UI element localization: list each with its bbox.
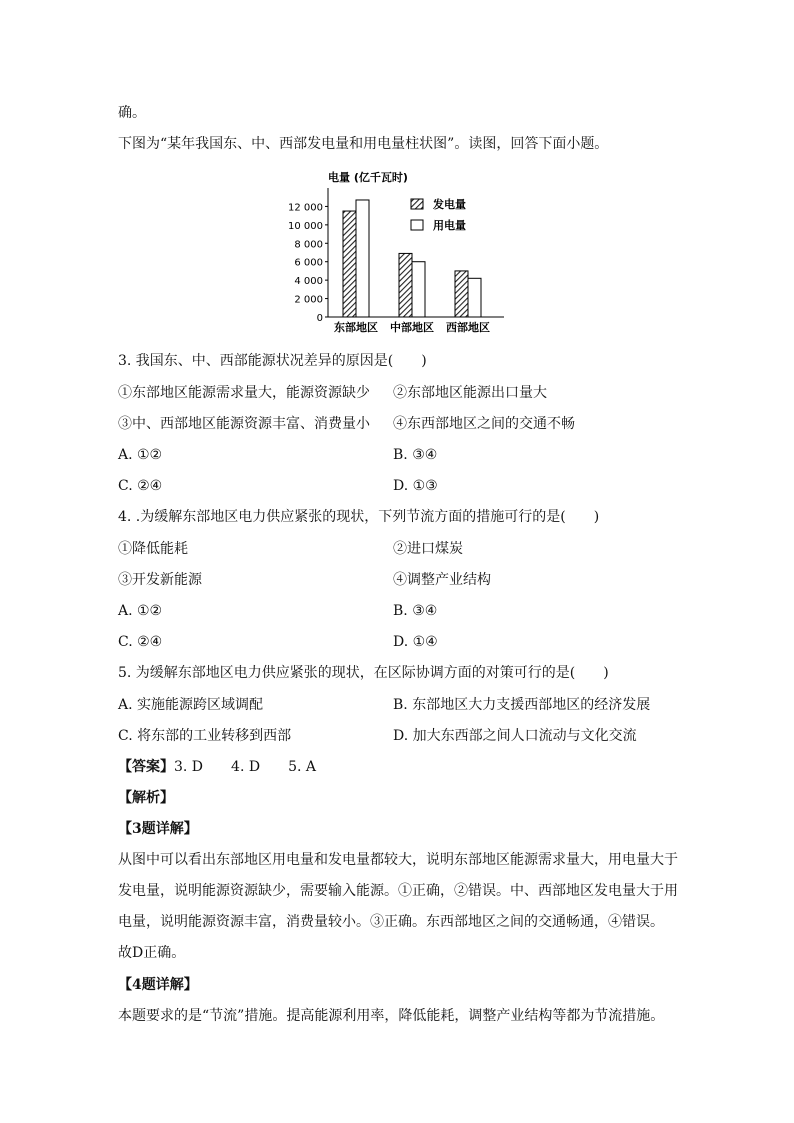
- y-tick-label: 4 000: [294, 276, 323, 288]
- q3-statement-2: ②东部地区能源出口量大: [393, 385, 547, 401]
- q3-detail-heading: 【3题详解】: [118, 821, 198, 837]
- q4-option-d: D. ①④: [393, 634, 438, 650]
- q3-detail-line-4: 故D正确。: [118, 945, 186, 961]
- q4-statement-4: ④调整产业结构: [393, 572, 491, 588]
- y-axis-label: 电量 (亿千瓦时): [328, 171, 408, 184]
- q4-stem: 4. .为缓解东部地区电力供应紧张的现状，下列节流方面的措施可行的是( ): [118, 509, 600, 525]
- q4-statement-1: ①降低能耗: [118, 541, 188, 557]
- chart-intro: 下图为“某年我国东、中、西部发电量和用电量柱状图”。读图，回答下面小题。: [118, 136, 609, 152]
- q3-detail-line-2: 发电量，说明能源资源缺少，需要输入能源。①正确，②错误。中、西部地区发电量大于用: [118, 883, 678, 899]
- bar-generation: [399, 253, 412, 317]
- bar-consumption: [412, 262, 425, 317]
- y-tick-label: 0: [316, 313, 323, 324]
- answer-text: 3. D 4. D 5. A: [174, 759, 316, 775]
- q4-option-a: A. ①②: [118, 603, 163, 619]
- x-category-label: 东部地区: [334, 321, 378, 334]
- y-tick-label: 12 000: [288, 202, 323, 214]
- legend: [411, 197, 466, 232]
- q4-detail-line-1: 本题要求的是“节流”措施。提高能源利用率，降低能耗，调整产业结构等都为节流措施。: [118, 1008, 665, 1024]
- q4-statement-3: ③开发新能源: [118, 572, 202, 588]
- analysis-label: 【解析】: [118, 790, 174, 806]
- text-continuation: 确。: [118, 105, 146, 121]
- q3-stem: 3. 我国东、中、西部能源状况差异的原因是( ): [118, 353, 427, 369]
- y-tick-label: 10 000: [288, 220, 323, 232]
- q3-statement-4: ④东西部地区之间的交通不畅: [393, 416, 575, 432]
- y-tick-label: 2 000: [294, 294, 323, 306]
- q3-option-a: A. ①②: [118, 447, 163, 463]
- q3-option-c: C. ②④: [118, 478, 163, 494]
- q5-option-a: A. 实施能源跨区域调配: [118, 697, 264, 713]
- y-tick-label: 6 000: [294, 257, 323, 269]
- q4-statement-2: ②进口煤炭: [393, 541, 463, 557]
- x-category-label: 中部地区: [390, 321, 434, 334]
- legend-label-consumption: 用电量: [433, 219, 466, 232]
- answer-label: 【答案】: [118, 759, 174, 775]
- q3-detail-line-1: 从图中可以看出东部地区用电量和发电量都较大，说明东部地区能源需求量大，用电量大于: [118, 852, 678, 868]
- legend-swatch-generation: [411, 199, 423, 209]
- q4-option-c: C. ②④: [118, 634, 163, 650]
- bar-generation: [343, 211, 356, 317]
- q3-statement-1: ①东部地区能源需求量大，能源资源缺少: [118, 385, 370, 401]
- q3-detail-line-3: 电量，说明能源资源丰富，消费量较小。③正确。东西部地区之间的交通畅通，④错误。: [118, 914, 664, 930]
- q5-option-c: C. 将东部的工业转移到西部: [118, 728, 292, 744]
- q5-stem: 5. 为缓解东部地区电力供应紧张的现状，在区际协调方面的对策可行的是( ): [118, 665, 609, 681]
- q5-option-b: B. 东部地区大力支援西部地区的经济发展: [393, 697, 651, 713]
- legend-label-generation: 发电量: [433, 198, 466, 211]
- q3-option-d: D. ①③: [393, 478, 438, 494]
- bar-chart: [282, 166, 512, 338]
- q5-option-d: D. 加大东西部之间人口流动与文化交流: [393, 728, 637, 744]
- q3-option-b: B. ③④: [393, 447, 438, 463]
- bar-consumption: [468, 278, 481, 317]
- y-tick-label: 8 000: [294, 239, 323, 251]
- bar-generation: [455, 271, 468, 317]
- answer-line: [118, 757, 316, 777]
- q4-detail-heading: 【4题详解】: [118, 977, 198, 993]
- q3-statement-3: ③中、西部地区能源资源丰富、消费量小: [118, 416, 370, 432]
- bar-consumption: [356, 200, 369, 317]
- q4-option-b: B. ③④: [393, 603, 438, 619]
- legend-swatch-consumption: [411, 220, 423, 230]
- x-category-label: 西部地区: [446, 321, 490, 334]
